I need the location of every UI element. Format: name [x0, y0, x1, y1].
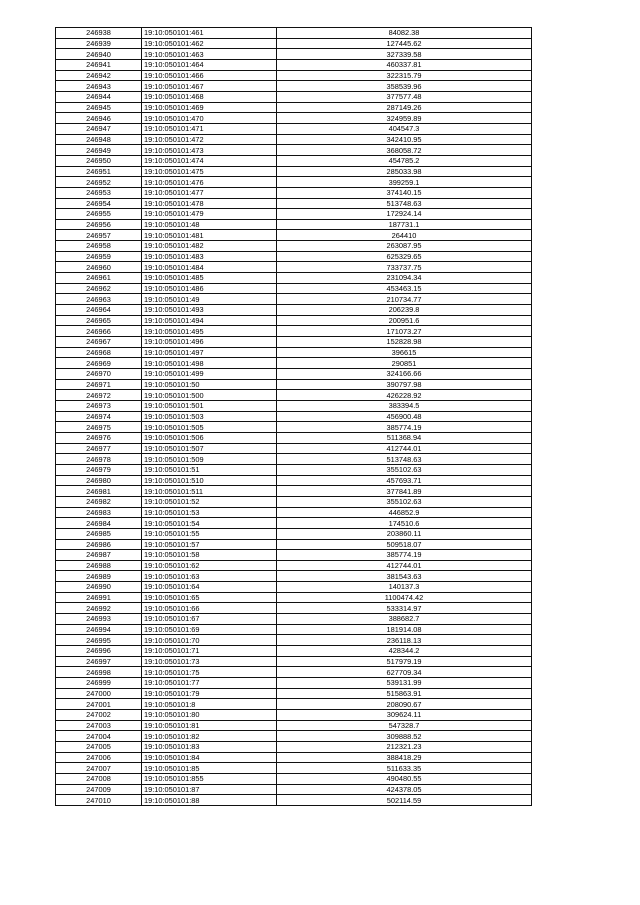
cadastral-number-cell: 19:10:050101:505: [142, 422, 277, 433]
cadastral-number-cell: 19:10:050101:473: [142, 145, 277, 156]
row-number-cell: 246992: [56, 603, 142, 614]
row-number-cell: 246986: [56, 539, 142, 550]
value-cell: 456900.48: [277, 411, 532, 422]
table-row: [56, 134, 532, 145]
table-row: [56, 177, 532, 188]
cadastral-number-cell: 19:10:050101:468: [142, 91, 277, 102]
cadastral-number-cell: 19:10:050101:87: [142, 784, 277, 795]
row-number-cell: 247010: [56, 795, 142, 806]
cadastral-number-cell: 19:10:050101:62: [142, 560, 277, 571]
table-row: [56, 230, 532, 241]
row-number-cell: 246955: [56, 209, 142, 220]
value-cell: 381543.63: [277, 571, 532, 582]
row-number-cell: 246969: [56, 358, 142, 369]
table-row: [56, 219, 532, 230]
table-row: [56, 592, 532, 603]
cadastral-number-cell: 19:10:050101:53: [142, 507, 277, 518]
row-number-cell: 246946: [56, 113, 142, 124]
value-cell: 309624.11: [277, 710, 532, 721]
row-number-cell: 246943: [56, 81, 142, 92]
cadastral-number-cell: 19:10:050101:463: [142, 49, 277, 60]
cadastral-number-cell: 19:10:050101:57: [142, 539, 277, 550]
value-cell: 517979.19: [277, 656, 532, 667]
row-number-cell: 246964: [56, 305, 142, 316]
value-cell: 377577.48: [277, 91, 532, 102]
cadastral-number-cell: 19:10:050101:461: [142, 28, 277, 39]
table-row: [56, 70, 532, 81]
value-cell: 171073.27: [277, 326, 532, 337]
cadastral-number-cell: 19:10:050101:58: [142, 550, 277, 561]
cadastral-number-cell: 19:10:050101:483: [142, 251, 277, 262]
cadastral-number-cell: 19:10:050101:477: [142, 187, 277, 198]
value-cell: 515863.91: [277, 688, 532, 699]
table-row: [56, 518, 532, 529]
value-cell: 210734.77: [277, 294, 532, 305]
row-number-cell: 247001: [56, 699, 142, 710]
table-row: [56, 667, 532, 678]
row-number-cell: 246983: [56, 507, 142, 518]
cadastral-number-cell: 19:10:050101:499: [142, 369, 277, 380]
table-row: [56, 614, 532, 625]
value-cell: 390797.98: [277, 379, 532, 390]
value-cell: 404547.3: [277, 123, 532, 134]
row-number-cell: 246991: [56, 592, 142, 603]
cadastral-number-cell: 19:10:050101:73: [142, 656, 277, 667]
value-cell: 84082.38: [277, 28, 532, 39]
table-row: [56, 294, 532, 305]
row-number-cell: 246995: [56, 635, 142, 646]
table-row: [56, 773, 532, 784]
table-row: [56, 624, 532, 635]
cadastral-number-cell: 19:10:050101:54: [142, 518, 277, 529]
row-number-cell: 246949: [56, 145, 142, 156]
row-number-cell: 246965: [56, 315, 142, 326]
row-number-cell: 246985: [56, 528, 142, 539]
row-number-cell: 246938: [56, 28, 142, 39]
table-row: [56, 123, 532, 134]
value-cell: 533314.97: [277, 603, 532, 614]
table-row: [56, 49, 532, 60]
table-row: [56, 443, 532, 454]
cadastral-number-cell: 19:10:050101:486: [142, 283, 277, 294]
value-cell: 453463.15: [277, 283, 532, 294]
table-row: [56, 28, 532, 39]
table-row: [56, 475, 532, 486]
row-number-cell: 246957: [56, 230, 142, 241]
table-row: [56, 784, 532, 795]
cadastral-number-cell: 19:10:050101:494: [142, 315, 277, 326]
value-cell: 309888.52: [277, 731, 532, 742]
row-number-cell: 246948: [56, 134, 142, 145]
row-number-cell: 246947: [56, 123, 142, 134]
value-cell: 285033.98: [277, 166, 532, 177]
value-cell: 355102.63: [277, 496, 532, 507]
cadastral-number-cell: 19:10:050101:75: [142, 667, 277, 678]
cadastral-number-cell: 19:10:050101:52: [142, 496, 277, 507]
table-row: [56, 560, 532, 571]
row-number-cell: 246997: [56, 656, 142, 667]
row-number-cell: 246951: [56, 166, 142, 177]
cadastral-number-cell: 19:10:050101:79: [142, 688, 277, 699]
value-cell: 287149.26: [277, 102, 532, 113]
row-number-cell: 247006: [56, 752, 142, 763]
row-number-cell: 247004: [56, 731, 142, 742]
cadastral-number-cell: 19:10:050101:509: [142, 454, 277, 465]
table-row: [56, 315, 532, 326]
cadastral-number-cell: 19:10:050101:496: [142, 337, 277, 348]
value-cell: 511368.94: [277, 432, 532, 443]
cadastral-number-cell: 19:10:050101:470: [142, 113, 277, 124]
cadastral-number-cell: 19:10:050101:88: [142, 795, 277, 806]
row-number-cell: 246958: [56, 241, 142, 252]
value-cell: 446852.9: [277, 507, 532, 518]
row-number-cell: 246980: [56, 475, 142, 486]
row-number-cell: 246942: [56, 70, 142, 81]
value-cell: 412744.01: [277, 443, 532, 454]
value-cell: 322315.79: [277, 70, 532, 81]
table-row: [56, 507, 532, 518]
row-number-cell: 246950: [56, 155, 142, 166]
table-row: [56, 550, 532, 561]
row-number-cell: 246968: [56, 347, 142, 358]
table-row: [56, 678, 532, 689]
value-cell: 355102.63: [277, 464, 532, 475]
cadastral-number-cell: 19:10:050101:48: [142, 219, 277, 230]
table-row: [56, 113, 532, 124]
cadastral-number-cell: 19:10:050101:469: [142, 102, 277, 113]
row-number-cell: 246959: [56, 251, 142, 262]
row-number-cell: 246981: [56, 486, 142, 497]
cadastral-number-cell: 19:10:050101:77: [142, 678, 277, 689]
cadastral-number-cell: 19:10:050101:479: [142, 209, 277, 220]
table-row: [56, 283, 532, 294]
table-row: [56, 763, 532, 774]
cadastral-number-cell: 19:10:050101:493: [142, 305, 277, 316]
cadastral-number-cell: 19:10:050101:66: [142, 603, 277, 614]
value-cell: 358539.96: [277, 81, 532, 92]
table-row: [56, 795, 532, 806]
row-number-cell: 246999: [56, 678, 142, 689]
value-cell: 424378.05: [277, 784, 532, 795]
cadastral-number-cell: 19:10:050101:63: [142, 571, 277, 582]
table-row: [56, 337, 532, 348]
cadastral-number-cell: 19:10:050101:50: [142, 379, 277, 390]
value-cell: 460337.81: [277, 59, 532, 70]
value-cell: 324959.89: [277, 113, 532, 124]
cadastral-number-cell: 19:10:050101:462: [142, 38, 277, 49]
cadastral-number-cell: 19:10:050101:511: [142, 486, 277, 497]
row-number-cell: 246973: [56, 400, 142, 411]
row-number-cell: 246972: [56, 390, 142, 401]
cadastral-number-cell: 19:10:050101:510: [142, 475, 277, 486]
value-cell: 231094.34: [277, 273, 532, 284]
cadastral-number-cell: 19:10:050101:55: [142, 528, 277, 539]
cadastral-number-cell: 19:10:050101:506: [142, 432, 277, 443]
value-cell: 187731.1: [277, 219, 532, 230]
table-row: [56, 358, 532, 369]
value-cell: 385774.19: [277, 550, 532, 561]
cadastral-number-cell: 19:10:050101:71: [142, 646, 277, 657]
value-cell: 539131.99: [277, 678, 532, 689]
table-row: [56, 198, 532, 209]
table-row: [56, 59, 532, 70]
value-cell: 208090.67: [277, 699, 532, 710]
cadastral-number-cell: 19:10:050101:84: [142, 752, 277, 763]
value-cell: 509518.07: [277, 539, 532, 550]
table-row: [56, 273, 532, 284]
cadastral-number-cell: 19:10:050101:501: [142, 400, 277, 411]
table-row: [56, 209, 532, 220]
value-cell: 502114.59: [277, 795, 532, 806]
cadastral-number-cell: 19:10:050101:466: [142, 70, 277, 81]
cadastral-number-cell: 19:10:050101:51: [142, 464, 277, 475]
value-cell: 200951.6: [277, 315, 532, 326]
row-number-cell: 246978: [56, 454, 142, 465]
table-row: [56, 422, 532, 433]
value-cell: 327339.58: [277, 49, 532, 60]
table-row: [56, 145, 532, 156]
table-row: [56, 486, 532, 497]
row-number-cell: 246956: [56, 219, 142, 230]
value-cell: 383394.5: [277, 400, 532, 411]
row-number-cell: 246966: [56, 326, 142, 337]
row-number-cell: 246945: [56, 102, 142, 113]
value-cell: 212321.23: [277, 741, 532, 752]
row-number-cell: 246963: [56, 294, 142, 305]
table-row: [56, 102, 532, 113]
cadastral-number-cell: 19:10:050101:472: [142, 134, 277, 145]
value-cell: 127445.62: [277, 38, 532, 49]
row-number-cell: 246996: [56, 646, 142, 657]
table-row: [56, 571, 532, 582]
row-number-cell: 246961: [56, 273, 142, 284]
table-row: [56, 688, 532, 699]
value-cell: 206239.8: [277, 305, 532, 316]
row-number-cell: 246994: [56, 624, 142, 635]
value-cell: 152828.98: [277, 337, 532, 348]
table-row: [56, 454, 532, 465]
table-row: [56, 379, 532, 390]
cadastral-value-table: [55, 27, 532, 806]
value-cell: 399259.1: [277, 177, 532, 188]
row-number-cell: 247007: [56, 763, 142, 774]
row-number-cell: 246944: [56, 91, 142, 102]
value-cell: 457693.71: [277, 475, 532, 486]
value-cell: 236118.13: [277, 635, 532, 646]
value-cell: 396615: [277, 347, 532, 358]
cadastral-number-cell: 19:10:050101:507: [142, 443, 277, 454]
table-row: [56, 400, 532, 411]
row-number-cell: 246982: [56, 496, 142, 507]
row-number-cell: 246987: [56, 550, 142, 561]
row-number-cell: 246989: [56, 571, 142, 582]
table-row: [56, 646, 532, 657]
row-number-cell: 246953: [56, 187, 142, 198]
table-row: [56, 390, 532, 401]
value-cell: 290851: [277, 358, 532, 369]
cadastral-number-cell: 19:10:050101:471: [142, 123, 277, 134]
table-row: [56, 38, 532, 49]
table-row: [56, 603, 532, 614]
table-row: [56, 241, 532, 252]
cadastral-number-cell: 19:10:050101:855: [142, 773, 277, 784]
row-number-cell: 247009: [56, 784, 142, 795]
cadastral-number-cell: 19:10:050101:474: [142, 155, 277, 166]
value-cell: 172924.14: [277, 209, 532, 220]
row-number-cell: 246941: [56, 59, 142, 70]
table-row: [56, 699, 532, 710]
table-row: [56, 752, 532, 763]
row-number-cell: 246993: [56, 614, 142, 625]
cadastral-number-cell: 19:10:050101:481: [142, 230, 277, 241]
row-number-cell: 246954: [56, 198, 142, 209]
table-row: [56, 720, 532, 731]
cadastral-number-cell: 19:10:050101:69: [142, 624, 277, 635]
value-cell: 174510.6: [277, 518, 532, 529]
cadastral-number-cell: 19:10:050101:500: [142, 390, 277, 401]
value-cell: 388418.29: [277, 752, 532, 763]
value-cell: 377841.89: [277, 486, 532, 497]
row-number-cell: 246976: [56, 432, 142, 443]
table-row: [56, 305, 532, 316]
table-row: [56, 464, 532, 475]
value-cell: 547328.7: [277, 720, 532, 731]
cadastral-number-cell: 19:10:050101:495: [142, 326, 277, 337]
table-body: [56, 28, 532, 806]
cadastral-number-cell: 19:10:050101:476: [142, 177, 277, 188]
row-number-cell: 246962: [56, 283, 142, 294]
row-number-cell: 247002: [56, 710, 142, 721]
cadastral-number-cell: 19:10:050101:67: [142, 614, 277, 625]
row-number-cell: 246952: [56, 177, 142, 188]
value-cell: 342410.95: [277, 134, 532, 145]
value-cell: 181914.08: [277, 624, 532, 635]
row-number-cell: 246977: [56, 443, 142, 454]
table-row: [56, 166, 532, 177]
row-number-cell: 246990: [56, 582, 142, 593]
table-row: [56, 369, 532, 380]
cadastral-number-cell: 19:10:050101:70: [142, 635, 277, 646]
row-number-cell: 246988: [56, 560, 142, 571]
table-row: [56, 528, 532, 539]
value-cell: 733737.75: [277, 262, 532, 273]
row-number-cell: 246939: [56, 38, 142, 49]
value-cell: 490480.55: [277, 773, 532, 784]
table-row: [56, 411, 532, 422]
table-row: [56, 326, 532, 337]
cadastral-number-cell: 19:10:050101:467: [142, 81, 277, 92]
row-number-cell: 246975: [56, 422, 142, 433]
value-cell: 454785.2: [277, 155, 532, 166]
cadastral-number-cell: 19:10:050101:475: [142, 166, 277, 177]
cadastral-number-cell: 19:10:050101:8: [142, 699, 277, 710]
table-row: [56, 656, 532, 667]
value-cell: 412744.01: [277, 560, 532, 571]
value-cell: 368058.72: [277, 145, 532, 156]
value-cell: 511633.35: [277, 763, 532, 774]
value-cell: 264410: [277, 230, 532, 241]
table-row: [56, 496, 532, 507]
value-cell: 140137.3: [277, 582, 532, 593]
row-number-cell: 246960: [56, 262, 142, 273]
table-row: [56, 81, 532, 92]
row-number-cell: 246967: [56, 337, 142, 348]
cadastral-number-cell: 19:10:050101:81: [142, 720, 277, 731]
value-cell: 513748.63: [277, 454, 532, 465]
value-cell: 513748.63: [277, 198, 532, 209]
row-number-cell: 246971: [56, 379, 142, 390]
row-number-cell: 247005: [56, 741, 142, 752]
row-number-cell: 247008: [56, 773, 142, 784]
table-row: [56, 635, 532, 646]
value-cell: 203860.11: [277, 528, 532, 539]
row-number-cell: 247000: [56, 688, 142, 699]
row-number-cell: 246974: [56, 411, 142, 422]
table-row: [56, 251, 532, 262]
row-number-cell: 246979: [56, 464, 142, 475]
table-row: [56, 155, 532, 166]
cadastral-number-cell: 19:10:050101:497: [142, 347, 277, 358]
value-cell: 426228.92: [277, 390, 532, 401]
value-cell: 385774.19: [277, 422, 532, 433]
cadastral-number-cell: 19:10:050101:503: [142, 411, 277, 422]
table-row: [56, 731, 532, 742]
cadastral-number-cell: 19:10:050101:485: [142, 273, 277, 284]
cadastral-number-cell: 19:10:050101:85: [142, 763, 277, 774]
table-row: [56, 741, 532, 752]
table-row: [56, 262, 532, 273]
cadastral-number-cell: 19:10:050101:65: [142, 592, 277, 603]
value-cell: 324166.66: [277, 369, 532, 380]
row-number-cell: 247003: [56, 720, 142, 731]
value-cell: 428344.2: [277, 646, 532, 657]
cadastral-number-cell: 19:10:050101:49: [142, 294, 277, 305]
cadastral-number-cell: 19:10:050101:80: [142, 710, 277, 721]
cadastral-number-cell: 19:10:050101:478: [142, 198, 277, 209]
table-row: [56, 539, 532, 550]
table-row: [56, 432, 532, 443]
value-cell: 388682.7: [277, 614, 532, 625]
table-row: [56, 582, 532, 593]
cadastral-number-cell: 19:10:050101:484: [142, 262, 277, 273]
cadastral-number-cell: 19:10:050101:64: [142, 582, 277, 593]
value-cell: 627709.34: [277, 667, 532, 678]
cadastral-number-cell: 19:10:050101:82: [142, 731, 277, 742]
table-row: [56, 710, 532, 721]
value-cell: 1100474.42: [277, 592, 532, 603]
cadastral-number-cell: 19:10:050101:83: [142, 741, 277, 752]
cadastral-number-cell: 19:10:050101:498: [142, 358, 277, 369]
row-number-cell: 246984: [56, 518, 142, 529]
table-row: [56, 91, 532, 102]
value-cell: 374140.15: [277, 187, 532, 198]
value-cell: 625329.65: [277, 251, 532, 262]
cadastral-number-cell: 19:10:050101:464: [142, 59, 277, 70]
row-number-cell: 246940: [56, 49, 142, 60]
value-cell: 263087.95: [277, 241, 532, 252]
cadastral-number-cell: 19:10:050101:482: [142, 241, 277, 252]
table-row: [56, 187, 532, 198]
table-row: [56, 347, 532, 358]
row-number-cell: 246998: [56, 667, 142, 678]
row-number-cell: 246970: [56, 369, 142, 380]
